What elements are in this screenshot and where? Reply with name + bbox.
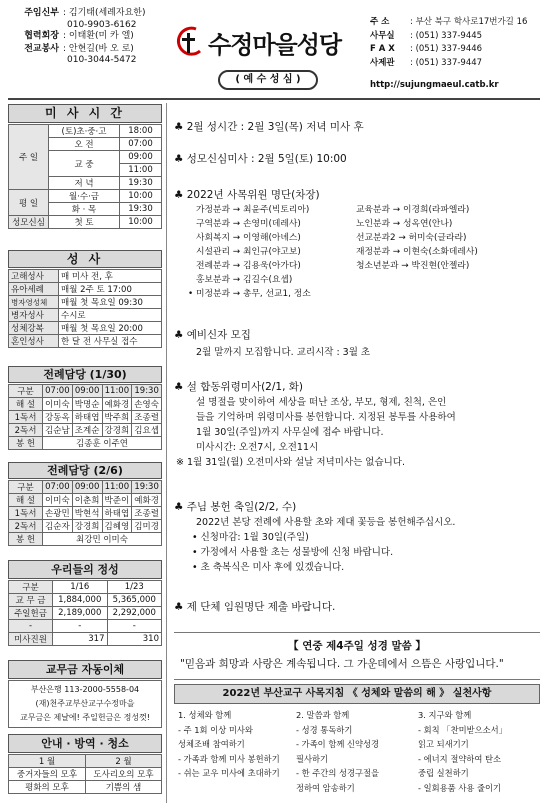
duty-person: 조계순	[72, 424, 102, 437]
pastoral-guideline-bar: 2022년 부산교구 사목지침 《 성체와 말씀의 해 》 실천사항	[174, 684, 540, 704]
mass-day: 교 중	[49, 151, 120, 177]
verse-text: "믿음과 희망과 사랑은 계속됩니다. 그 가운데에서 으뜸은 사랑입니다."	[180, 658, 504, 670]
duty-head: 11:00	[102, 385, 132, 398]
duty-offering: 최강민 이미숙	[43, 533, 162, 546]
sacrament-desc: 매월 첫 목요일 09:30	[59, 296, 162, 309]
offering-label: -	[9, 620, 53, 633]
mass-time: 19:30	[120, 203, 162, 216]
mass-group: 성모신심	[9, 216, 49, 229]
sacrament-name: 병자영성체	[9, 296, 59, 309]
committee-member: 구역분과 → 손영미(데레사)	[196, 218, 301, 229]
mass-time: 11:00	[120, 164, 162, 177]
guide-title: 안내 · 방역 · 청소	[8, 734, 162, 753]
notice-holy-hour: ♣ 2월 성시간 : 2월 3일(목) 저녁 미사 후	[174, 121, 364, 133]
duty-head: 09:00	[72, 481, 102, 494]
notice-presentation: ♣ 주님 봉헌 축일(2/2, 수) 2022년 본당 전례에 사용할 초와 제대 꽃등을 봉헌해주십시오. • 신청마감: 1월 30일(주일) • 가정에서 사용할 초는 성물방에 신청 바랍니다. • 초 축복식은 미사 후에 있겠습니다.	[174, 501, 456, 573]
duty-2-title: 전례담당 (2/6)	[8, 462, 162, 479]
duty-person: 손광민	[43, 507, 73, 520]
goal-line: 필사하기	[296, 753, 329, 764]
duty-person: 김요셉	[132, 424, 162, 437]
offering-label: 교 무 금	[9, 594, 53, 607]
guide-head: 2 월	[86, 755, 162, 768]
mass-time: 09:00	[120, 151, 162, 164]
offering-head: 1/23	[107, 581, 162, 594]
sacrament-name: 병자성사	[9, 309, 59, 322]
offering-value: -	[53, 620, 108, 633]
mass-times-table	[8, 124, 162, 229]
mass-time: 10:00	[120, 190, 162, 203]
table-row	[9, 309, 162, 322]
offering-value: -	[107, 620, 162, 633]
duty-person: 이춘희	[72, 494, 102, 507]
table-row	[9, 533, 162, 546]
duty-role: 봉 헌	[9, 533, 43, 546]
offering-table	[8, 580, 162, 646]
duty-person: 하태엽	[72, 411, 102, 424]
duty-role: 1독서	[9, 507, 43, 520]
mass-group: 주 일	[9, 125, 49, 190]
table-row	[9, 216, 162, 229]
offering-head: 구분	[9, 581, 53, 594]
staff-tel: 010-9903-6162	[67, 19, 137, 30]
duty-head: 07:00	[43, 385, 73, 398]
sacrament-desc: 매 미사 전, 후	[59, 270, 162, 283]
sacrament-name: 유아세례	[9, 283, 59, 296]
sacrament-desc: 수시로	[59, 309, 162, 322]
table-row	[9, 322, 162, 335]
table-row	[9, 781, 162, 794]
committee-member: 가정분과 → 최윤주(빅토리아)	[196, 204, 310, 215]
transfer-line: 교무금은 제날에! 주일헌금은 정성껏!	[20, 713, 150, 722]
guide-cell: 평화의 모후	[9, 781, 86, 794]
mass-day: 화 · 목	[49, 203, 120, 216]
notice-catechumen: ♣ 예비신자 모집 2월 말까지 모집합니다. 교리시작 : 3월 초	[174, 329, 371, 358]
table-row	[9, 607, 162, 620]
duty-person: 예화경	[132, 494, 162, 507]
offering-value: 2,292,000	[107, 607, 162, 620]
mass-times-title: 미 사 시 간	[8, 104, 162, 123]
goal-line: - 성경 통독하기	[296, 724, 353, 735]
goal-line: 성체조배 참여하기	[178, 739, 245, 749]
duty-role: 봉 헌	[9, 437, 43, 450]
table-row	[9, 755, 162, 768]
offering-label: 미사진원	[9, 633, 53, 646]
table-row	[9, 437, 162, 450]
notice-memorial-mass: ♣ 설 합동위령미사(2/1, 화) 설 명절을 맞이하여 세상을 떠난 조상, 부모, 형제, 친척, 은인 들을 기억하며 위령미사를 봉헌합니다. 지정된 봉투를 사용하여 1월 30일(주일)까지 사무실에 접수 바랍니다. 미사시간: 오전7시, 오전11시 ※ 1월 31일(월) 오전미사와 설날 저녁미사는 없습니다.	[174, 381, 456, 468]
committee-member: 노인분과 → 성옥연(안나)	[356, 218, 453, 229]
duty-head: 구분	[9, 481, 43, 494]
transfer-line: (재)천주교부산교구수정마을	[35, 699, 135, 708]
duty-person: 이미숙	[43, 398, 73, 411]
committee-member: 청소년분과 → 박진현(안젤라)	[356, 260, 470, 271]
staff-label: 주임신부	[24, 8, 59, 18]
header-divider	[8, 98, 540, 100]
duty-person: 강경희	[102, 424, 132, 437]
guide-cell: 중거자들의 모후	[9, 768, 86, 781]
mass-time: 07:00	[120, 138, 162, 151]
committee-member: 교육분과 → 이경희(라파엘라)	[356, 204, 470, 215]
table-row	[9, 481, 162, 494]
duty-role: 해 설	[9, 494, 43, 507]
table-row	[9, 190, 162, 203]
committee-member	[356, 273, 546, 287]
guide-table	[8, 754, 162, 794]
offering-value: 5,365,000	[107, 594, 162, 607]
table-row	[9, 494, 162, 507]
duty-person: 조종렬	[132, 507, 162, 520]
contact-label: F A X	[370, 44, 395, 54]
mass-day: 첫 토	[49, 216, 120, 229]
committee-member: 홍보분과 → 김길수(요셉)	[196, 274, 293, 285]
table-row	[9, 283, 162, 296]
guide-cell: 도사리오의 모후	[86, 768, 162, 781]
transfer-box	[8, 680, 162, 728]
contact-label: 사무실	[370, 30, 395, 41]
contact-label: 주 소	[370, 17, 390, 27]
committee-member: 선교분과2 → 허미숙(글라라)	[356, 232, 467, 243]
sacrament-name: 성체강복	[9, 322, 59, 335]
notice-officers: ♣ 제 단체 임원명단 제출 바랍니다.	[174, 601, 336, 613]
duty-1-table	[8, 384, 162, 450]
goal-line: - 쉬는 교우 미사에 초대하기	[178, 768, 280, 778]
staff-value: : 안현길(바 오 로)	[63, 43, 134, 54]
table-row	[9, 385, 162, 398]
duty-person: 박준이	[102, 494, 132, 507]
column-divider	[166, 103, 167, 803]
duty-person: 조종렬	[132, 411, 162, 424]
parish-title: 수정마을성당	[208, 30, 342, 59]
contact-value: : (051) 337-9445	[410, 30, 483, 41]
goal-line: 읽고 되새기기	[418, 739, 469, 749]
guide-head: 1 월	[9, 755, 86, 768]
guide-cell: 기쁨의 샘	[86, 781, 162, 794]
duty-head: 11:00	[102, 481, 132, 494]
staff-tel: 010-3044-5472	[67, 55, 137, 65]
table-row	[9, 424, 162, 437]
duty-offering: 김종훈 이주연	[43, 437, 162, 450]
goal-line: 중립 실천하기	[418, 768, 469, 778]
duty-person: 강경희	[72, 520, 102, 533]
duty-person: 예화경	[102, 398, 132, 411]
goal-line: - 가족이 함께 신약성경	[296, 739, 380, 749]
pastoral-goals	[178, 708, 540, 795]
goal-column	[178, 708, 296, 795]
staff-label: 협력회장	[24, 31, 59, 41]
duty-person: 김혜영	[102, 520, 132, 533]
duty-head: 구분	[9, 385, 43, 398]
duty-head: 19:30	[132, 385, 162, 398]
committee-note: • 미정분과 → 총무, 선교1, 정소	[188, 288, 311, 299]
website-url[interactable]: http://sujungmaeul.catb.kr	[370, 80, 499, 90]
duty-role: 해 설	[9, 398, 43, 411]
offering-title: 우리들의 정성	[8, 560, 162, 579]
table-row	[9, 125, 162, 138]
goal-line: - 주 1회 이상 미사와	[178, 724, 253, 735]
goal-line: 3. 지구와 함께	[418, 710, 472, 720]
table-row	[9, 507, 162, 520]
goal-line: - 에너지 절약하여 탄소	[418, 753, 502, 764]
sacrament-name: 혼인성사	[9, 335, 59, 348]
church-logo-icon	[176, 25, 204, 59]
duty-head: 07:00	[43, 481, 73, 494]
duty-person: 박주희	[102, 411, 132, 424]
staff-info	[8, 8, 168, 67]
duty-role: 2독서	[9, 424, 43, 437]
goal-line: 정하여 암송하기	[296, 782, 355, 793]
duty-role: 1독서	[9, 411, 43, 424]
table-row	[9, 520, 162, 533]
offering-label: 주일헌금	[9, 607, 53, 620]
contact-info	[370, 16, 542, 70]
parish-subtitle: ( 예 수 성 심 )	[218, 70, 318, 90]
duty-person: 손영숙	[132, 398, 162, 411]
duty-person: 이미숙	[43, 494, 73, 507]
duty-person: 강동옥	[43, 411, 73, 424]
transfer-title: 교무금 자동이체	[8, 660, 162, 679]
parish-logo	[176, 22, 366, 62]
staff-value: : 김기태(세례자요한)	[63, 8, 146, 18]
table-row	[9, 620, 162, 633]
mass-group: 평 일	[9, 190, 49, 216]
committee-member: 전례분과 → 김용욱(아가다)	[196, 260, 301, 271]
notice-marian-mass: ♣ 성모신심미사 : 2월 5일(토) 10:00	[174, 153, 347, 165]
duty-person: 김순남	[43, 424, 73, 437]
contact-value: : (051) 337-9447	[410, 57, 483, 68]
duty-person: 김순자	[43, 520, 73, 533]
sacrament-name: 고해성사	[9, 270, 59, 283]
sacrament-title: 성 사	[8, 250, 162, 268]
contact-value: : 부산 북구 학사로17번가길 16	[410, 17, 528, 27]
goal-line: - 가족과 함께 미사 봉헌하기	[178, 753, 280, 764]
duty-head: 19:30	[132, 481, 162, 494]
notice-committee	[174, 188, 542, 301]
table-row	[9, 594, 162, 607]
offering-value: 2,189,000	[53, 607, 108, 620]
contact-label: 사제관	[370, 57, 395, 68]
goal-line: 2. 말씀과 함께	[296, 710, 350, 720]
mass-time: 19:30	[120, 177, 162, 190]
committee-member: 재정분과 → 이현숙(소화데레사)	[356, 246, 478, 257]
sacrament-desc: 한 달 전 사무실 접수	[59, 335, 162, 348]
committee-member: 사회복지 → 이영해(아녜스)	[196, 232, 301, 243]
staff-label: 전교봉사	[24, 43, 59, 54]
mass-day: 월·수·금	[49, 190, 120, 203]
committee-member: 시설관리 → 최인규(야고보)	[196, 246, 301, 257]
duty-1-title: 전례담당 (1/30)	[8, 366, 162, 383]
goal-line: - 한 주간의 성경구절을	[296, 768, 380, 778]
table-row	[9, 411, 162, 424]
duty-person: 하태엽	[102, 507, 132, 520]
table-row	[9, 270, 162, 283]
offering-value: 310	[107, 633, 162, 646]
goal-column	[418, 708, 540, 795]
mass-day: 오 전	[49, 138, 120, 151]
mass-time: 10:00	[120, 216, 162, 229]
committee-title: ♣ 2022년 사목위원 명단(차장)	[174, 189, 320, 201]
staff-value: : 이태환(미 카 엘)	[63, 31, 134, 41]
duty-person: 박현석	[72, 507, 102, 520]
sacrament-desc: 매월 2주 토 17:00	[59, 283, 162, 296]
table-row	[9, 581, 162, 594]
table-row	[9, 296, 162, 309]
goal-line: 1. 성체와 함께	[178, 710, 232, 720]
mass-day: 저 녁	[49, 177, 120, 190]
duty-person: 김미경	[132, 520, 162, 533]
goal-line: - 회칙 「찬미받으소서」	[418, 724, 507, 735]
verse-title: 【 연중 제4주일 성경 말씀 】	[288, 640, 426, 652]
table-row	[9, 398, 162, 411]
committee-list	[174, 203, 542, 287]
sacrament-desc: 매월 첫 목요일 20:00	[59, 322, 162, 335]
mass-time: 18:00	[120, 125, 162, 138]
duty-person: 박명순	[72, 398, 102, 411]
goal-column	[296, 708, 418, 795]
table-row	[9, 335, 162, 348]
duty-head: 09:00	[72, 385, 102, 398]
goal-line: - 일회용품 사용 줄이기	[418, 782, 502, 793]
transfer-line: 부산은행 113-2000-5558-04	[30, 685, 140, 694]
mass-day: (토)초·중·고	[49, 125, 120, 138]
duty-2-table	[8, 480, 162, 546]
offering-value: 1,884,000	[53, 594, 108, 607]
offering-head: 1/16	[53, 581, 108, 594]
sacrament-table	[8, 269, 162, 348]
duty-role: 2독서	[9, 520, 43, 533]
offering-value: 317	[53, 633, 108, 646]
table-row	[9, 633, 162, 646]
contact-value: : (051) 337-9446	[410, 44, 483, 54]
table-row	[9, 768, 162, 781]
